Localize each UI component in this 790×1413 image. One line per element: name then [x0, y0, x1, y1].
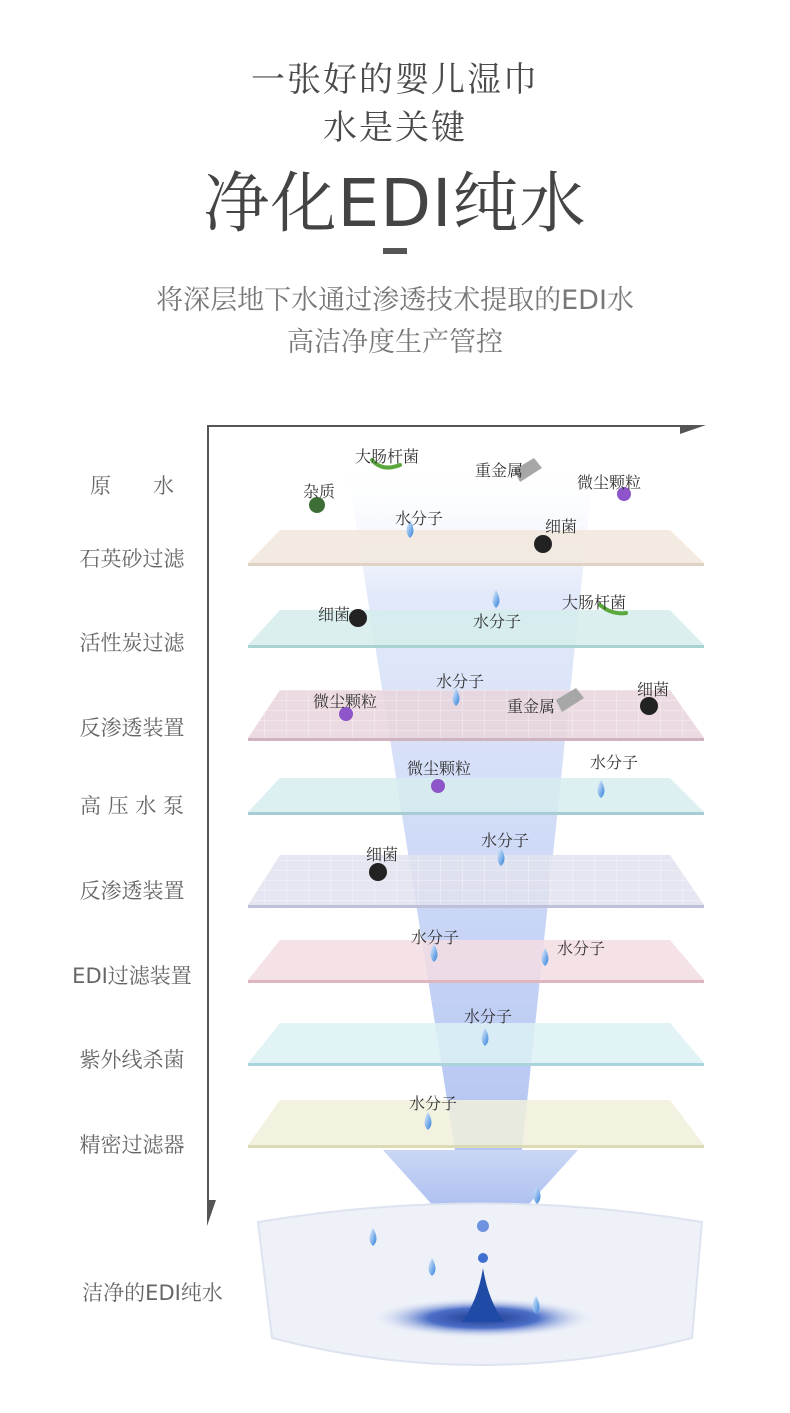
tag-bacteria: 细菌: [366, 845, 399, 864]
title-line-2: 水是关键: [323, 108, 467, 148]
tag-water: 水分子: [481, 831, 530, 850]
tag-bacteria: 细菌: [545, 517, 578, 536]
tag-ecoli: 大肠杆菌: [562, 593, 627, 612]
axis-line: [207, 425, 209, 1215]
tag-heavy-metal: 重金属: [507, 697, 556, 716]
tag-dust: 微尘颗粒: [313, 692, 378, 711]
tag-impurity: 杂质: [303, 482, 336, 501]
stage-label-precision-filter: 精密过滤器: [79, 1133, 185, 1157]
tag-water: 水分子: [395, 509, 444, 528]
filter-layer-1: [248, 530, 704, 563]
tag-dust: 微尘颗粒: [407, 759, 472, 778]
tag-water: 水分子: [590, 753, 639, 772]
tag-water: 水分子: [409, 1094, 458, 1113]
subtitle-line-2: 高洁净度生产管控: [287, 327, 503, 358]
title-line-1: 一张好的婴儿湿巾: [251, 60, 539, 100]
tag-water: 水分子: [557, 939, 606, 958]
bacteria-icon: [534, 535, 552, 553]
tag-water: 水分子: [473, 612, 522, 631]
stage-label-edi-filter: EDI过滤装置: [72, 964, 192, 988]
filter-layer-8: [248, 1100, 704, 1145]
bacteria-icon: [369, 863, 387, 881]
stage-label-raw-water: 原 水: [90, 474, 174, 498]
tag-ecoli: 大肠杆菌: [355, 447, 420, 466]
dust-icon: [431, 779, 445, 793]
axis-top-arrow: [680, 425, 706, 434]
tag-dust: 微尘颗粒: [577, 473, 642, 492]
subtitle-line-1: 将深层地下水通过渗透技术提取的EDI水: [156, 285, 634, 316]
stage-label-reverse-osmosis-2: 反渗透装置: [79, 879, 185, 903]
filter-layer-7: [248, 1023, 704, 1063]
stage-label-pure-edi-water: 洁净的EDI纯水: [82, 1281, 223, 1305]
tag-water: 水分子: [411, 928, 460, 947]
tag-heavy-metal: 重金属: [475, 461, 524, 480]
axis-bottom-arrow: [207, 1200, 216, 1226]
filter-layer-4: [248, 778, 704, 812]
filter-layer-6: [248, 940, 704, 980]
stage-label-activated-carbon: 活性炭过滤: [79, 631, 185, 655]
tag-bacteria: 细菌: [318, 605, 351, 624]
axis-top-line: [207, 425, 697, 427]
tag-water: 水分子: [464, 1007, 513, 1026]
stage-label-high-pressure-pump: 高 压 水 泵: [79, 794, 185, 818]
tag-water: 水分子: [436, 672, 485, 691]
tag-bacteria: 细菌: [637, 680, 670, 699]
bacteria-icon: [349, 609, 367, 627]
stage-label-reverse-osmosis-1: 反渗透装置: [79, 716, 185, 740]
headline: 净化EDI纯水: [203, 165, 587, 242]
stage-label-uv-sterilization: 紫外线杀菌: [79, 1048, 185, 1072]
stage-label-quartz-sand: 石英砂过滤: [79, 547, 185, 571]
